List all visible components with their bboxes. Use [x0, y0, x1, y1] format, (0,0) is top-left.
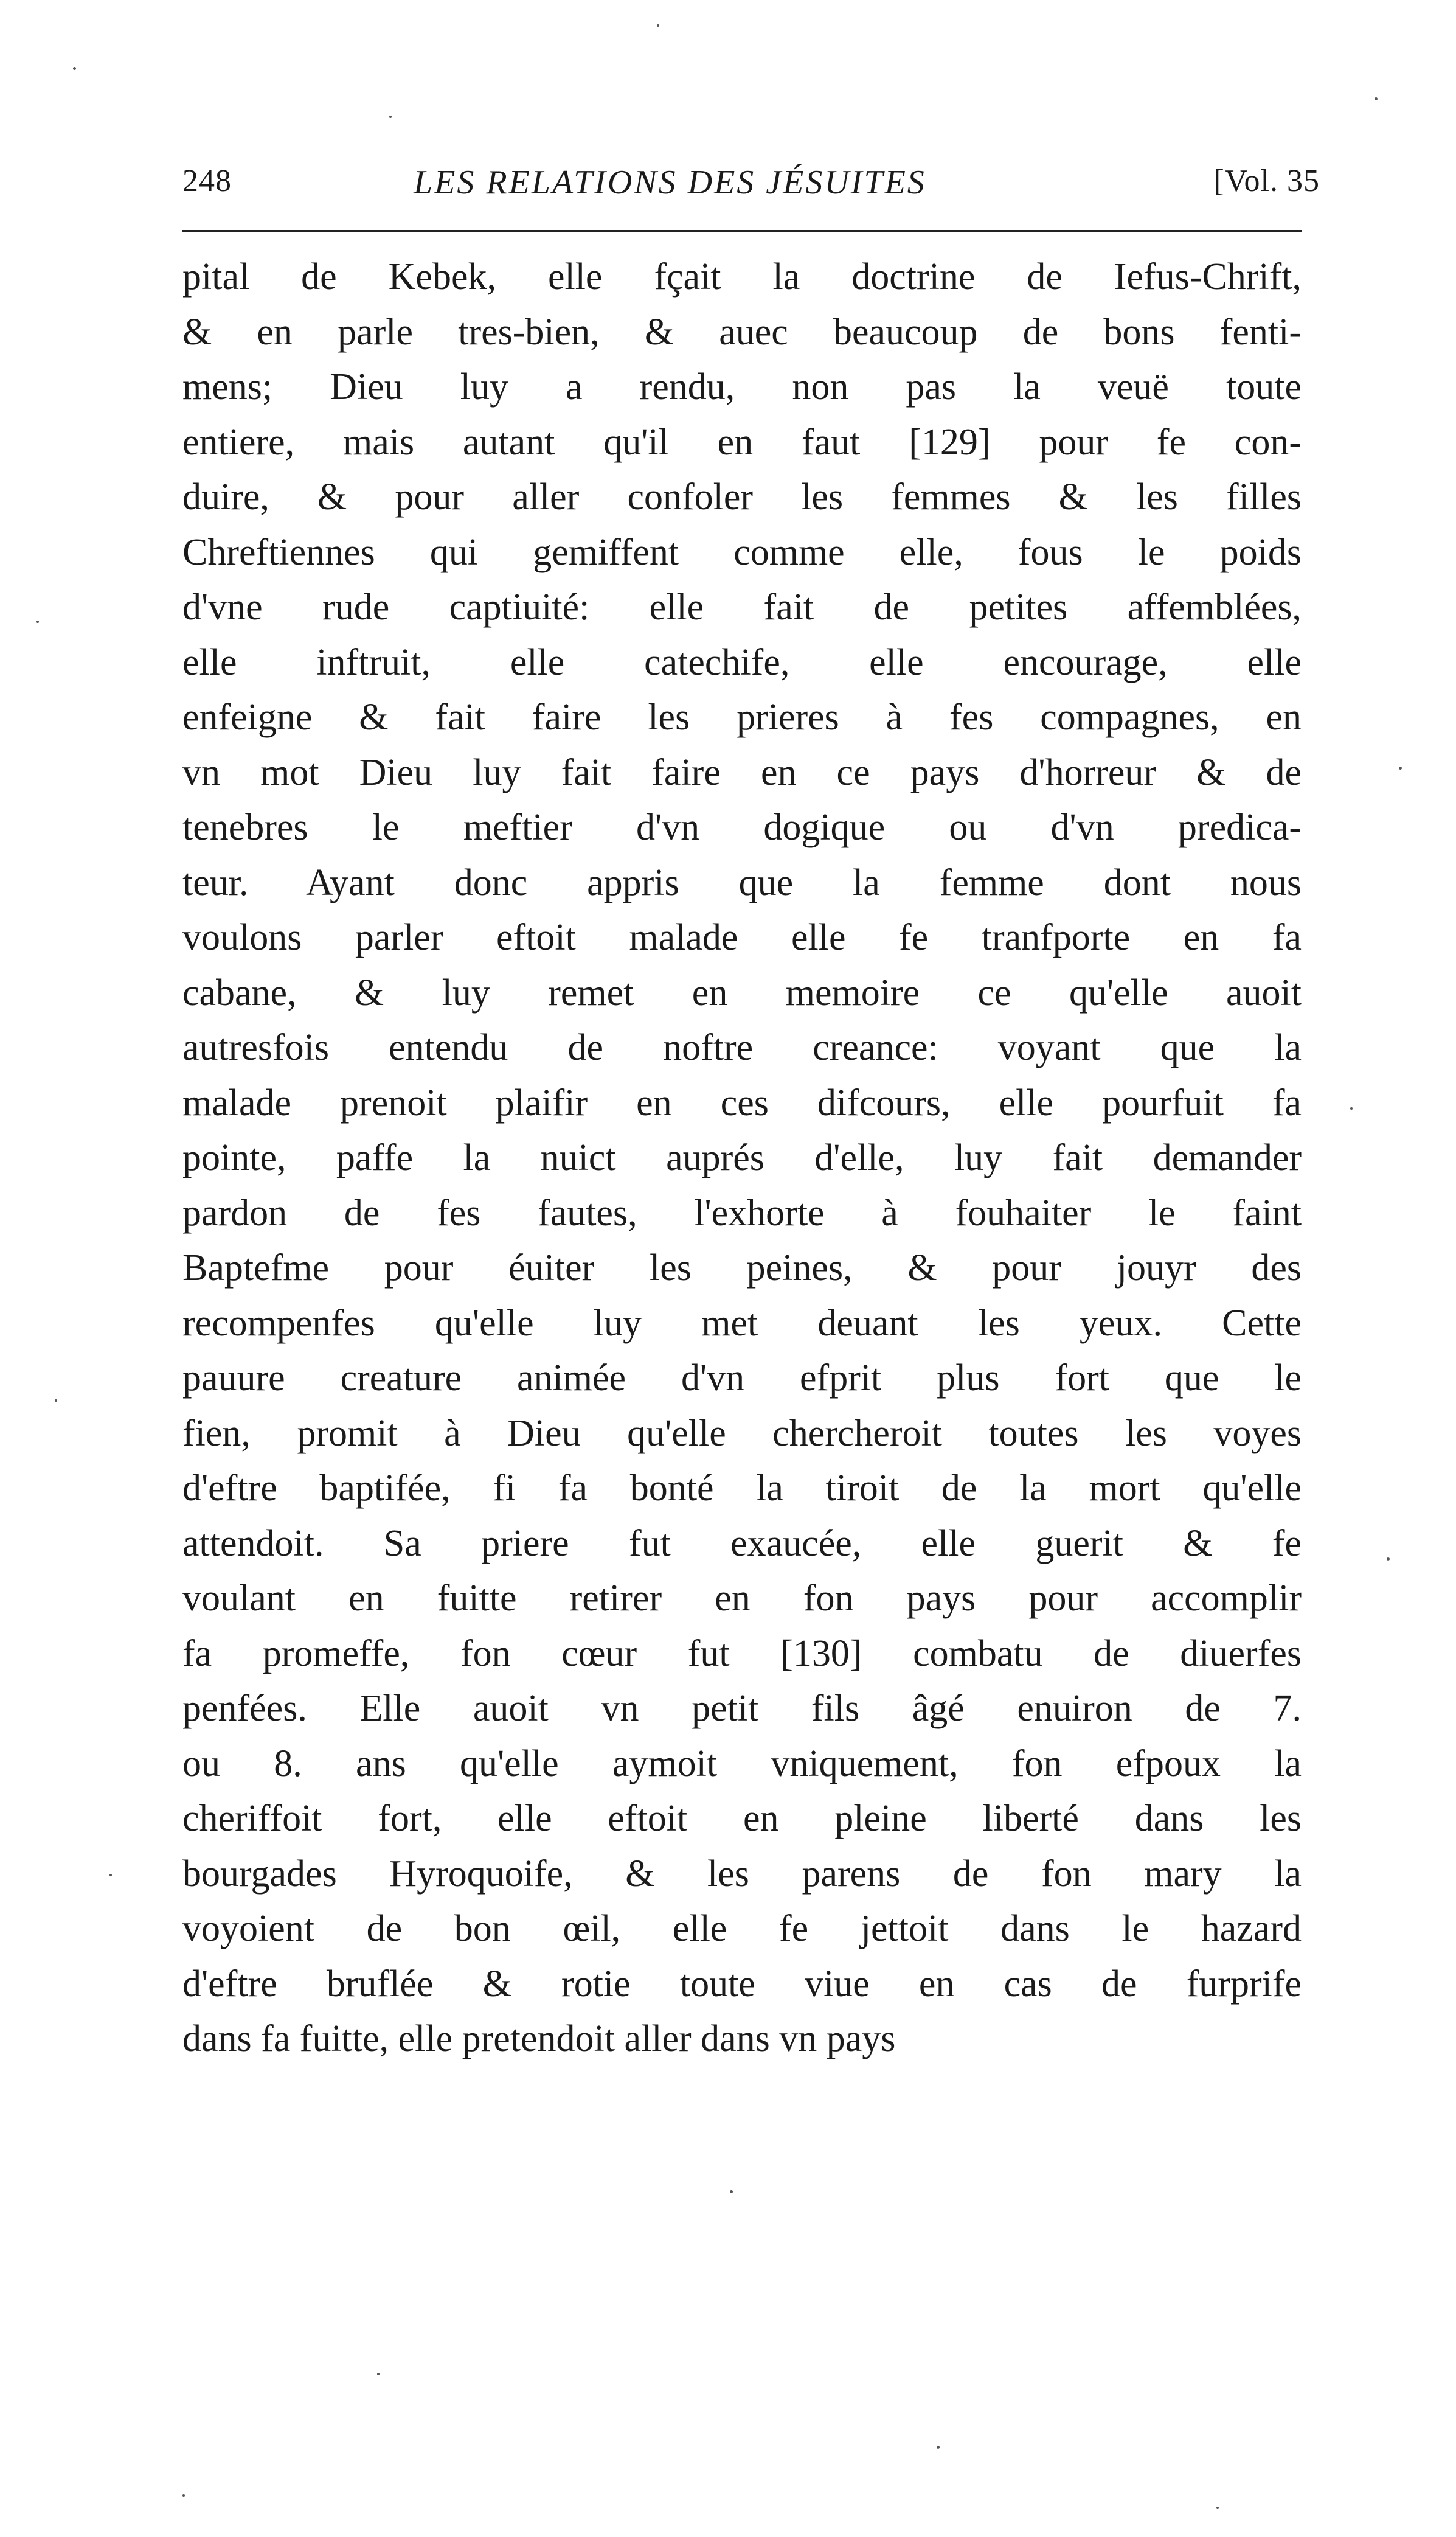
text-line: duire, & pour aller confoler les femmes & les filles	[182, 476, 1302, 518]
text-line: voulons parler eftoit malade elle fe tranfporte en fa	[182, 917, 1302, 958]
text-line: & en parle tres-bien, & auec beaucoup de bons fenti-	[182, 311, 1302, 353]
scan-speck	[937, 2446, 940, 2449]
text-line: d'eftre baptifée, fi fa bonté la tiroit de la mort qu'elle	[182, 1467, 1302, 1509]
text-line: fien, promit à Dieu qu'elle chercheroit toutes les voyes	[182, 1412, 1302, 1454]
text-line: Chreftiennes qui gemiffent comme elle, fous le poids	[182, 531, 1302, 573]
text-line: d'vne rude captiuité: elle fait de petites affemblées,	[182, 586, 1302, 628]
text-line: ou 8. ans qu'elle aymoit vniquement, fon efpoux la	[182, 1742, 1302, 1784]
scan-speck	[55, 1399, 57, 1402]
text-line: entiere, mais autant qu'il en faut [129] pour fe con-	[182, 421, 1302, 463]
scan-speck	[1399, 767, 1402, 770]
running-title: LES RELATIONS DES JÉSUITES	[414, 164, 926, 201]
scan-speck	[73, 67, 76, 70]
text-line: enfeigne & fait faire les prieres à fes compagnes, en	[182, 697, 1302, 738]
text-line: recompenfes qu'elle luy met deuant les yeux. Cette	[182, 1302, 1302, 1344]
scan-speck	[1375, 97, 1378, 100]
text-line: teur. Ayant donc appris que la femme dont nous	[182, 861, 1302, 903]
page-number: 248	[182, 164, 232, 198]
text-line: malade prenoit plaifir en ces difcours, elle pourfuit fa	[182, 1082, 1302, 1124]
header-rule	[182, 230, 1302, 232]
text-line: autresfois entendu de noftre creance: voyant que la	[182, 1027, 1302, 1068]
text-line: cabane, & luy remet en memoire ce qu'elle auoit	[182, 972, 1302, 1014]
text-line: voyoient de bon œil, elle fe jettoit dans le hazard	[182, 1908, 1302, 1949]
text-line: pointe, paffe la nuict auprés d'elle, luy fait demander	[182, 1137, 1302, 1178]
text-line: pauure creature animée d'vn efprit plus fort que le	[182, 1357, 1302, 1399]
text-line: dans fa fuitte, elle pretendoit aller dans vn pays	[182, 2018, 896, 2059]
text-line: fa promeffe, fon cœur fut [130] combatu de diuerfes	[182, 1632, 1302, 1674]
text-line: mens; Dieu luy a rendu, non pas la veuë toute	[182, 366, 1302, 408]
text-line: voulant en fuitte retirer en fon pays pour accomplir	[182, 1578, 1302, 1619]
volume-label: [Vol. 35	[1213, 164, 1320, 198]
scan-speck	[182, 2494, 185, 2497]
body-text	[182, 249, 1302, 2067]
text-line: tenebres le meftier d'vn dogique ou d'vn predica-	[182, 807, 1302, 848]
text-line: pardon de fes fautes, l'exhorte à fouhaiter le faint	[182, 1192, 1302, 1234]
text-line: d'eftre bruflée & rotie toute viue en cas de furprife	[182, 1963, 1302, 2005]
scan-speck	[389, 116, 392, 118]
text-line: Baptefme pour éuiter les peines, & pour jouyr des	[182, 1247, 1302, 1289]
text-line: bourgades Hyroquoife, & les parens de fon mary la	[182, 1853, 1302, 1895]
text-line: vn mot Dieu luy fait faire en ce pays d'horreur & de	[182, 751, 1302, 793]
scan-speck	[1216, 2507, 1219, 2509]
text-line: elle inftruit, elle catechife, elle encourage, elle	[182, 641, 1302, 683]
scan-speck	[377, 2373, 380, 2375]
scan-speck	[1350, 1107, 1353, 1110]
text-line: penfées. Elle auoit vn petit fils âgé enuiron de 7.	[182, 1688, 1302, 1729]
scan-speck	[109, 1874, 112, 1876]
text-line: pital de Kebek, elle fçait la doctrine de Iefus-Chrift,	[182, 256, 1302, 298]
scan-speck	[657, 24, 659, 27]
scan-speck	[1387, 1557, 1390, 1561]
scan-speck	[730, 2190, 733, 2193]
page-header	[182, 163, 1320, 218]
scan-speck	[36, 621, 39, 623]
text-line: attendoit. Sa priere fut exaucée, elle guerit & fe	[182, 1522, 1302, 1564]
text-line: cheriffoit fort, elle eftoit en pleine liberté dans les	[182, 1798, 1302, 1839]
